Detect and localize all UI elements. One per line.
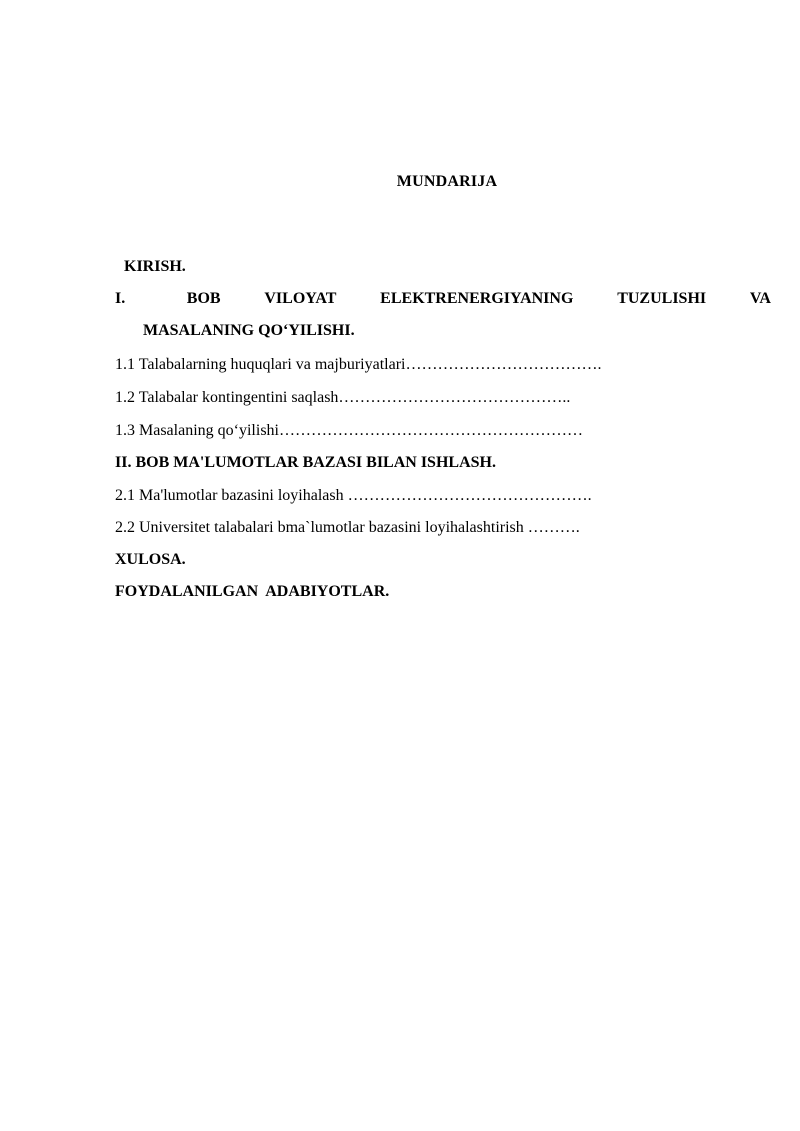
chapter-1-number: I. — [115, 290, 126, 307]
chapter-1-word: BOB — [186, 290, 221, 307]
toc-chapter-1-heading-continuation: MASALANING QO‘YILISHI. — [143, 322, 355, 339]
chapter-1-word: TUZULISHI — [617, 290, 707, 307]
toc-entry-1-1: 1.1 Talabalarning huquqlari va majburiyatlari………………………………. — [115, 356, 602, 373]
toc-entry-1-2: 1.2 Talabalar kontingentini saqlash…………………………………….. — [115, 389, 571, 406]
toc-entry-xulosa: XULOSA. — [115, 551, 186, 568]
toc-entry-1-3: 1.3 Masalaning qo‘yilishi………………………………………………… — [115, 422, 583, 439]
toc-chapter-2-heading: II. BOB MA'LUMOTLAR BAZASI BILAN ISHLASH. — [115, 454, 496, 471]
toc-entry-2-1: 2.1 Ma'lumotlar bazasini loyihalash ………………………………………. — [115, 487, 592, 504]
chapter-1-word: VILOYAT — [264, 290, 337, 307]
chapter-1-word: ELEKTRENERGIYANING — [380, 290, 574, 307]
toc-entry-references: FOYDALANILGAN ADABIYOTLAR. — [115, 583, 390, 600]
toc-chapter-1-heading — [115, 289, 771, 309]
toc-entry-2-2: 2.2 Universitet talabalari bma`lumotlar bazasini loyihalashtirish ………. — [115, 519, 580, 536]
toc-entry-kirish: KIRISH. — [124, 258, 186, 275]
toc-title: MUNDARIJA — [396, 173, 498, 190]
chapter-1-word: VA — [749, 290, 771, 307]
